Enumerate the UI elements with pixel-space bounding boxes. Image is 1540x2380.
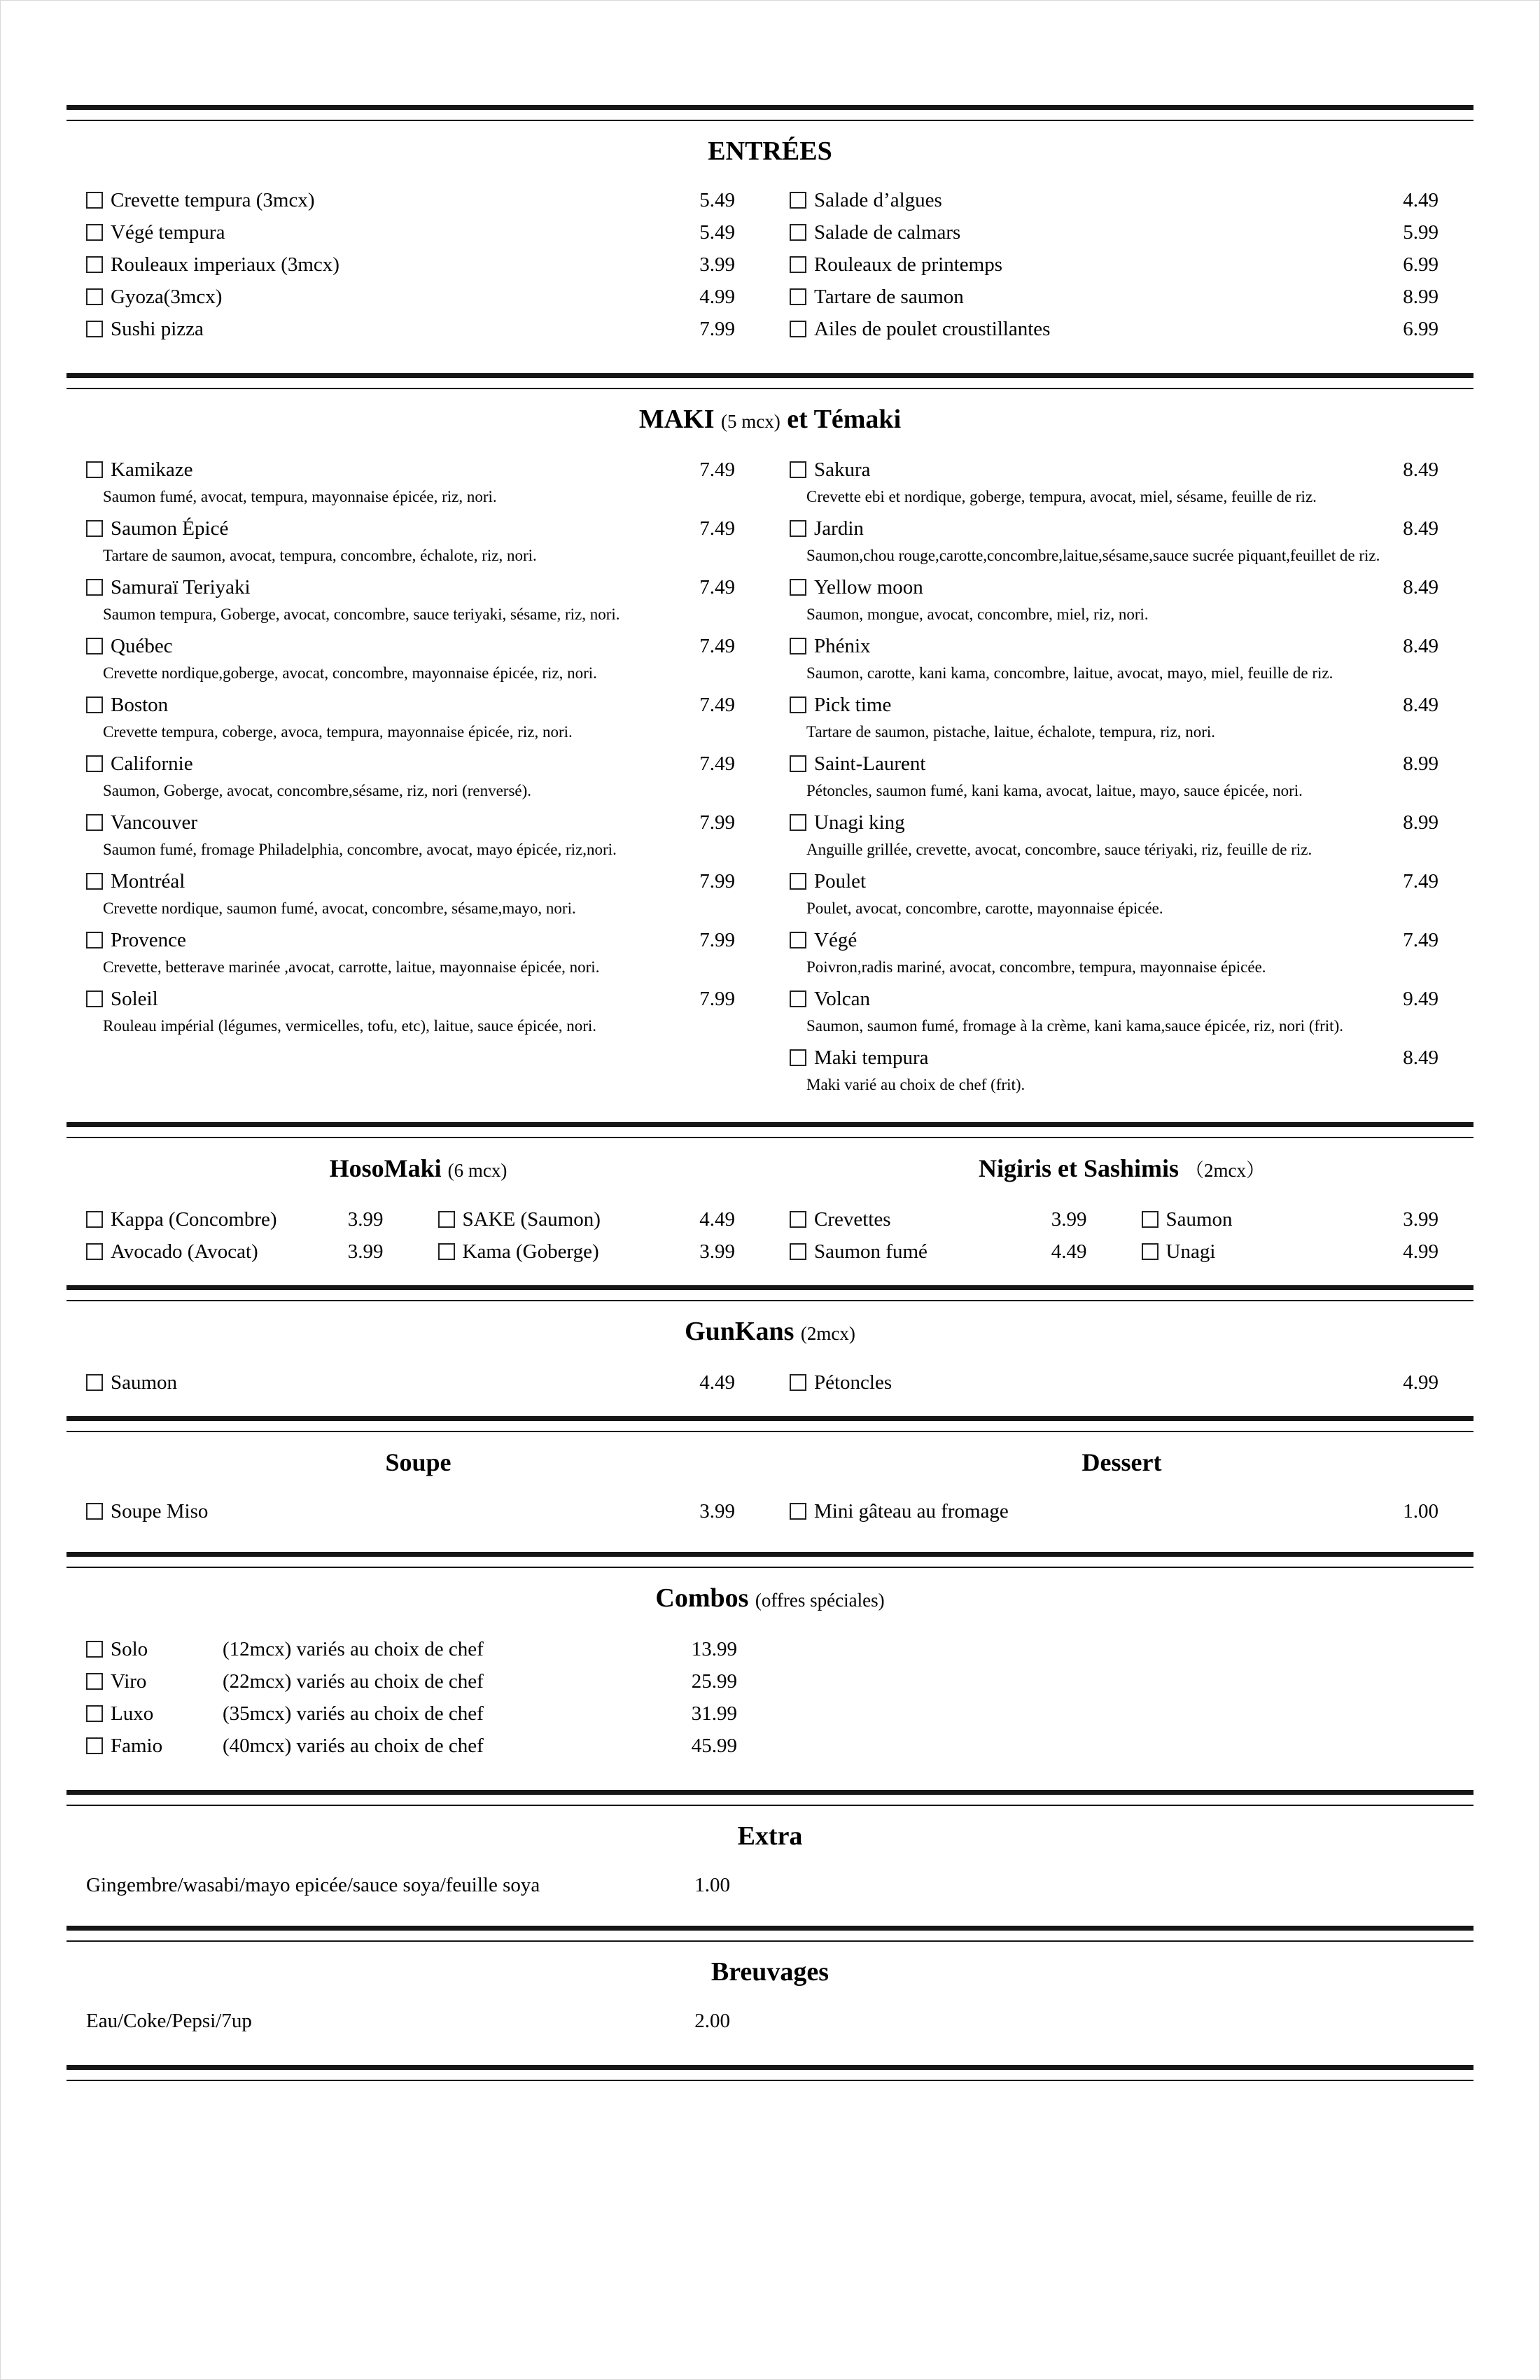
section-breuvages	[66, 2005, 1474, 2037]
item-description: Poulet, avocat, concombre, carotte, mayonnaise épicée.	[806, 899, 1163, 917]
section-title-maki	[66, 403, 1474, 438]
menu-item	[66, 983, 770, 1042]
section-divider	[66, 1122, 1474, 1138]
section-entrees	[66, 184, 1474, 345]
menu-item	[66, 184, 770, 216]
menu-item	[770, 866, 1474, 925]
item-price: 8.49	[1403, 576, 1438, 598]
item-name: Montréal	[111, 870, 186, 892]
item-description: Crevette nordique,goberge, avocat, concombre, mayonnaise épicée, riz, nori.	[103, 664, 597, 682]
section-soupe-dessert	[66, 1495, 1474, 1527]
item-checkbox[interactable]	[86, 638, 103, 654]
nigiris-col2	[1122, 1203, 1474, 1268]
menu-item	[66, 216, 770, 248]
menu-item	[419, 1203, 771, 1236]
item-description: Pétoncles, saumon fumé, kani kama, avocat, laitue, mayo, sauce épicée, nori.	[806, 782, 1303, 799]
menu-item	[66, 1236, 419, 1268]
item-price: 7.49	[699, 517, 735, 540]
maki-title-rest: et Témaki	[787, 405, 902, 434]
item-name: Jardin	[814, 517, 864, 540]
item-name: Vancouver	[111, 811, 198, 834]
menu-item	[66, 631, 770, 690]
item-name: Avocado (Avocat)	[111, 1240, 258, 1263]
item-price: 7.49	[1403, 929, 1438, 951]
item-checkbox[interactable]	[86, 1673, 103, 1690]
hosomaki-title-sub: (6 mcx)	[447, 1160, 507, 1181]
item-price: 8.49	[1403, 1046, 1438, 1069]
item-checkbox[interactable]	[438, 1211, 455, 1228]
menu-item	[770, 983, 1474, 1042]
item-checkbox[interactable]	[438, 1243, 455, 1260]
item-name: Rouleaux de printemps	[814, 253, 1003, 276]
section-divider	[66, 1790, 1474, 1806]
item-checkbox[interactable]	[86, 461, 103, 478]
section-divider	[66, 373, 1474, 389]
item-name: Gyoza(3mcx)	[111, 286, 223, 308]
item-price: 4.49	[1051, 1240, 1087, 1263]
item-checkbox[interactable]	[86, 1641, 103, 1658]
menu-item	[770, 184, 1474, 216]
item-description: Anguille grillée, crevette, avocat, concombre, sauce tériyaki, riz, feuille de riz.	[806, 841, 1312, 858]
item-checkbox[interactable]	[790, 461, 806, 478]
item-description: Saumon,chou rouge,carotte,concombre,laitue,sésame,sauce sucrée piquant,feuillet de riz.	[806, 547, 1380, 564]
item-checkbox[interactable]	[86, 755, 103, 772]
item-price: 5.99	[1403, 221, 1438, 244]
item-description: Saumon, carotte, kani kama, concombre, laitue, avocat, mayo, miel, feuille de riz.	[806, 664, 1334, 682]
item-price: 7.99	[699, 318, 735, 340]
item-name: Saumon Épicé	[111, 517, 229, 540]
item-checkbox[interactable]	[86, 192, 103, 209]
item-price: 4.49	[1403, 189, 1438, 211]
maki-left-column	[66, 454, 770, 1101]
item-checkbox[interactable]	[790, 520, 806, 537]
item-description: Poivron,radis mariné, avocat, concombre, tempura, mayonnaise épicée.	[806, 958, 1266, 976]
item-name: Mini gâteau au fromage	[814, 1500, 1009, 1522]
item-checkbox[interactable]	[86, 814, 103, 831]
combos-title-main: Combos	[655, 1583, 749, 1613]
item-name: Tartare de saumon	[814, 286, 964, 308]
menu-item	[66, 248, 770, 281]
item-description: Maki varié au choix de chef (frit).	[806, 1076, 1026, 1093]
item-price: 8.49	[1403, 458, 1438, 481]
item-checkbox[interactable]	[790, 873, 806, 890]
item-name: Unagi king	[814, 811, 905, 834]
menu-item	[66, 690, 770, 748]
item-price: 4.99	[1403, 1371, 1438, 1394]
item-price: 7.99	[699, 870, 735, 892]
item-price: 7.49	[699, 635, 735, 657]
section-title-nigiris	[770, 1152, 1474, 1186]
item-name: Soleil	[111, 988, 158, 1010]
item-price: 6.99	[1403, 318, 1438, 340]
menu-item	[770, 1203, 1122, 1236]
item-price: 3.99	[1051, 1208, 1087, 1231]
item-name: Samuraï Teriyaki	[111, 576, 251, 598]
menu-item	[770, 216, 1474, 248]
item-description: Saumon, saumon fumé, fromage à la crème, kani kama,sauce épicée, riz, nori (frit).	[806, 1017, 1343, 1035]
menu-item	[66, 1633, 1474, 1665]
section-title-extra: Extra	[737, 1821, 803, 1851]
item-price: 2.00	[694, 2010, 730, 2032]
entrees-left-column	[66, 184, 770, 345]
section-divider	[66, 105, 1474, 121]
item-name: Québec	[111, 635, 173, 657]
section-title-hosomaki	[66, 1152, 770, 1186]
item-name: Kama (Goberge)	[462, 1240, 599, 1263]
hosomaki-col2	[419, 1203, 771, 1268]
item-checkbox[interactable]	[790, 1374, 806, 1391]
menu-item	[770, 925, 1474, 983]
item-checkbox[interactable]	[86, 1374, 103, 1391]
item-name: Eau/Coke/Pepsi/7up	[86, 2010, 252, 2032]
section-extra	[66, 1869, 1474, 1901]
item-checkbox[interactable]	[790, 1211, 806, 1228]
item-name: Sushi pizza	[111, 318, 204, 340]
menu-item	[66, 313, 770, 345]
item-checkbox[interactable]	[86, 256, 103, 273]
item-checkbox[interactable]	[790, 1049, 806, 1066]
item-description: (40mcx) variés au choix de chef	[223, 1735, 484, 1757]
menu-item	[66, 513, 770, 572]
item-price: 5.49	[699, 221, 735, 244]
item-checkbox[interactable]	[790, 1503, 806, 1520]
item-checkbox[interactable]	[86, 1211, 103, 1228]
item-checkbox[interactable]	[790, 224, 806, 241]
item-description: (12mcx) variés au choix de chef	[223, 1638, 484, 1660]
item-checkbox[interactable]	[790, 579, 806, 596]
item-description: Saumon, mongue, avocat, concombre, miel, riz, nori.	[806, 606, 1149, 623]
section-gunkans	[66, 1366, 1474, 1399]
hosomaki-col1	[66, 1203, 419, 1268]
item-description: Crevette, betterave marinée ,avocat, carrotte, laitue, mayonnaise épicée, nori.	[103, 958, 600, 976]
menu-item	[66, 1665, 1474, 1698]
menu-item	[770, 807, 1474, 866]
item-price: 6.99	[1403, 253, 1438, 276]
item-description: Tartare de saumon, avocat, tempura, concombre, échalote, riz, nori.	[103, 547, 537, 564]
item-checkbox[interactable]	[86, 224, 103, 241]
menu-item	[1122, 1203, 1474, 1236]
menu-item	[66, 281, 770, 313]
item-name: Ailes de poulet croustillantes	[814, 318, 1051, 340]
gunkans-title-sub: (2mcx)	[800, 1323, 855, 1344]
nigiris-col1	[770, 1203, 1122, 1268]
menu-item	[770, 513, 1474, 572]
item-price: 7.49	[699, 752, 735, 775]
item-name: Crevettes	[814, 1208, 891, 1231]
item-checkbox[interactable]	[790, 1243, 806, 1260]
menu-item	[770, 1495, 1474, 1527]
menu-item	[66, 454, 770, 513]
item-price: 3.99	[699, 253, 735, 276]
item-description: Crevette nordique, saumon fumé, avocat, concombre, sésame,mayo, nori.	[103, 899, 576, 917]
section-divider	[66, 1285, 1474, 1301]
menu-item	[770, 1042, 1474, 1101]
item-price: 25.99	[691, 1670, 737, 1693]
menu-item	[419, 1236, 771, 1268]
item-checkbox[interactable]	[790, 256, 806, 273]
item-name: Phénix	[814, 635, 871, 657]
item-name: Solo	[111, 1638, 148, 1660]
item-name: Californie	[111, 752, 193, 775]
item-name: Végé	[814, 929, 858, 951]
item-checkbox[interactable]	[86, 1243, 103, 1260]
item-name: Saumon	[111, 1371, 178, 1394]
item-name: Pick time	[814, 694, 892, 716]
section-divider	[66, 2065, 1474, 2081]
menu-item	[66, 1730, 1474, 1762]
item-checkbox[interactable]	[790, 696, 806, 713]
item-name: Viro	[111, 1670, 147, 1693]
maki-right-column	[770, 454, 1474, 1101]
nigiris-title-sub: （2mcx）	[1185, 1160, 1265, 1181]
item-checkbox[interactable]	[86, 873, 103, 890]
item-price: 8.99	[1403, 811, 1438, 834]
item-checkbox[interactable]	[790, 814, 806, 831]
item-price: 8.99	[1403, 752, 1438, 775]
menu-item	[770, 690, 1474, 748]
item-price: 31.99	[691, 1702, 737, 1725]
item-checkbox[interactable]	[86, 1503, 103, 1520]
menu-item	[770, 631, 1474, 690]
item-description: Crevette ebi et nordique, goberge, tempura, avocat, miel, sésame, feuille de riz.	[806, 488, 1317, 505]
menu-item	[66, 1366, 770, 1399]
section-maki	[66, 454, 1474, 1101]
item-name: Saumon fumé	[814, 1240, 927, 1263]
menu-item	[770, 572, 1474, 631]
item-price: 5.49	[699, 189, 735, 211]
combos-title-sub: (offres spéciales)	[755, 1590, 885, 1611]
item-checkbox[interactable]	[790, 638, 806, 654]
item-name: Végé tempura	[111, 221, 225, 244]
item-name: Yellow moon	[814, 576, 923, 598]
section-divider	[66, 1416, 1474, 1432]
section-title-breuvages: Breuvages	[710, 1957, 830, 1987]
item-name: Kappa (Concombre)	[111, 1208, 277, 1231]
item-name: Sakura	[814, 458, 871, 481]
item-name: Rouleaux imperiaux (3mcx)	[111, 253, 340, 276]
item-name: Maki tempura	[814, 1046, 929, 1069]
item-name: Boston	[111, 694, 169, 716]
item-checkbox[interactable]	[86, 1737, 103, 1754]
item-checkbox[interactable]	[790, 932, 806, 948]
item-price: 7.99	[699, 929, 735, 951]
item-price: 8.49	[1403, 635, 1438, 657]
item-name: SAKE (Saumon)	[462, 1208, 601, 1231]
menu-item	[66, 925, 770, 983]
item-description: Saumon tempura, Goberge, avocat, concombre, sauce teriyaki, sésame, riz, nori.	[103, 606, 620, 623]
item-price: 3.99	[347, 1208, 384, 1231]
item-name: Poulet	[814, 870, 867, 892]
item-checkbox[interactable]	[790, 755, 806, 772]
item-price: 4.99	[1403, 1240, 1438, 1263]
section-title-gunkans	[66, 1315, 1474, 1350]
item-name: Famio	[111, 1735, 163, 1757]
item-name: Saint-Laurent	[814, 752, 926, 775]
gunkans-title-main: GunKans	[685, 1317, 794, 1346]
item-description: (22mcx) variés au choix de chef	[223, 1670, 484, 1693]
menu-item	[66, 1203, 419, 1236]
item-name: Gingembre/wasabi/mayo epicée/sauce soya/feuille soya	[86, 1874, 540, 1896]
item-checkbox[interactable]	[86, 321, 103, 337]
section-title-entrees: ENTRÉES	[708, 136, 832, 166]
item-description: Rouleau impérial (légumes, vermicelles, tofu, etc), laitue, sauce épicée, nori.	[103, 1017, 597, 1035]
menu-item	[770, 454, 1474, 513]
item-checkbox[interactable]	[790, 192, 806, 209]
soupe-column	[66, 1495, 770, 1527]
maki-title-main: MAKI	[638, 405, 715, 434]
section-title-soupe: Soupe	[385, 1448, 451, 1476]
item-name: Kamikaze	[111, 458, 193, 481]
item-name: Salade de calmars	[814, 221, 961, 244]
section-title-combos	[66, 1582, 1474, 1616]
item-price: 9.49	[1403, 988, 1438, 1010]
item-name: Crevette tempura (3mcx)	[111, 189, 315, 211]
item-checkbox[interactable]	[1142, 1243, 1158, 1260]
item-description: Crevette tempura, coberge, avoca, tempura, mayonnaise épicée, riz, nori.	[103, 723, 573, 741]
menu-item	[770, 1236, 1122, 1268]
item-price: 7.49	[699, 458, 735, 481]
item-checkbox[interactable]	[790, 990, 806, 1007]
item-name: Pétoncles	[814, 1371, 892, 1394]
menu-item	[66, 866, 770, 925]
item-description: (35mcx) variés au choix de chef	[223, 1702, 484, 1725]
item-description: Saumon fumé, fromage Philadelphia, concombre, avocat, mayo épicée, riz,nori.	[103, 841, 617, 858]
gunkans-left-column	[66, 1366, 770, 1399]
item-price: 7.49	[1403, 870, 1438, 892]
menu-item	[770, 313, 1474, 345]
item-checkbox[interactable]	[86, 579, 103, 596]
item-checkbox[interactable]	[86, 990, 103, 1007]
menu-item	[66, 807, 770, 866]
entrees-right-column	[770, 184, 1474, 345]
menu-item	[770, 748, 1474, 807]
item-price: 4.49	[699, 1371, 735, 1394]
section-divider	[66, 1552, 1474, 1568]
nigiris-title-main: Nigiris et Sashimis	[978, 1154, 1179, 1182]
item-price: 4.49	[699, 1208, 735, 1231]
item-price: 7.99	[699, 811, 735, 834]
hosomaki-nigiris-headers	[66, 1138, 1474, 1203]
item-price: 8.49	[1403, 517, 1438, 540]
item-price: 4.99	[699, 286, 735, 308]
item-price: 1.00	[1403, 1500, 1438, 1522]
item-checkbox[interactable]	[86, 288, 103, 305]
item-checkbox[interactable]	[790, 288, 806, 305]
gunkans-right-column	[770, 1366, 1474, 1399]
item-price: 1.00	[694, 1874, 730, 1896]
item-price: 8.99	[1403, 286, 1438, 308]
item-price: 3.99	[699, 1240, 735, 1263]
item-name: Unagi	[1166, 1240, 1216, 1263]
item-name: Saumon	[1166, 1208, 1233, 1231]
menu-item	[66, 572, 770, 631]
hosomaki-title-main: HosoMaki	[329, 1154, 442, 1182]
menu-item	[770, 248, 1474, 281]
soupe-dessert-headers	[66, 1432, 1474, 1495]
item-price: 45.99	[691, 1735, 737, 1757]
item-price: 7.49	[699, 694, 735, 716]
section-hosomaki-nigiris	[66, 1203, 1474, 1268]
menu-item	[66, 1495, 770, 1527]
item-checkbox[interactable]	[86, 696, 103, 713]
menu-item	[66, 748, 770, 807]
menu-item	[66, 1698, 1474, 1730]
item-name: Soupe Miso	[111, 1500, 209, 1522]
section-title-dessert: Dessert	[1082, 1448, 1162, 1476]
item-checkbox[interactable]	[790, 321, 806, 337]
item-price: 3.99	[347, 1240, 384, 1263]
item-price: 8.49	[1403, 694, 1438, 716]
item-price: 3.99	[699, 1500, 735, 1522]
item-checkbox[interactable]	[86, 1705, 103, 1722]
maki-title-sub: (5 mcx)	[721, 411, 780, 432]
item-description: Saumon fumé, avocat, tempura, mayonnaise épicée, riz, nori.	[103, 488, 497, 505]
item-name: Volcan	[814, 988, 871, 1010]
item-name: Salade d’algues	[814, 189, 942, 211]
item-price: 13.99	[691, 1638, 737, 1660]
menu-item	[770, 1366, 1474, 1399]
section-divider	[66, 1926, 1474, 1942]
item-description: Tartare de saumon, pistache, laitue, échalote, tempura, riz, nori.	[806, 723, 1216, 741]
item-checkbox[interactable]	[86, 932, 103, 948]
item-price: 7.49	[699, 576, 735, 598]
item-checkbox[interactable]	[1142, 1211, 1158, 1228]
item-name: Provence	[111, 929, 186, 951]
section-combos	[66, 1633, 1474, 1762]
item-checkbox[interactable]	[86, 520, 103, 537]
dessert-column	[770, 1495, 1474, 1527]
item-description: Saumon, Goberge, avocat, concombre,sésame, riz, nori (renversé).	[103, 782, 532, 799]
item-name: Luxo	[111, 1702, 154, 1725]
menu-item	[1122, 1236, 1474, 1268]
item-price: 3.99	[1403, 1208, 1438, 1231]
menu-item	[770, 281, 1474, 313]
item-price: 7.99	[699, 988, 735, 1010]
